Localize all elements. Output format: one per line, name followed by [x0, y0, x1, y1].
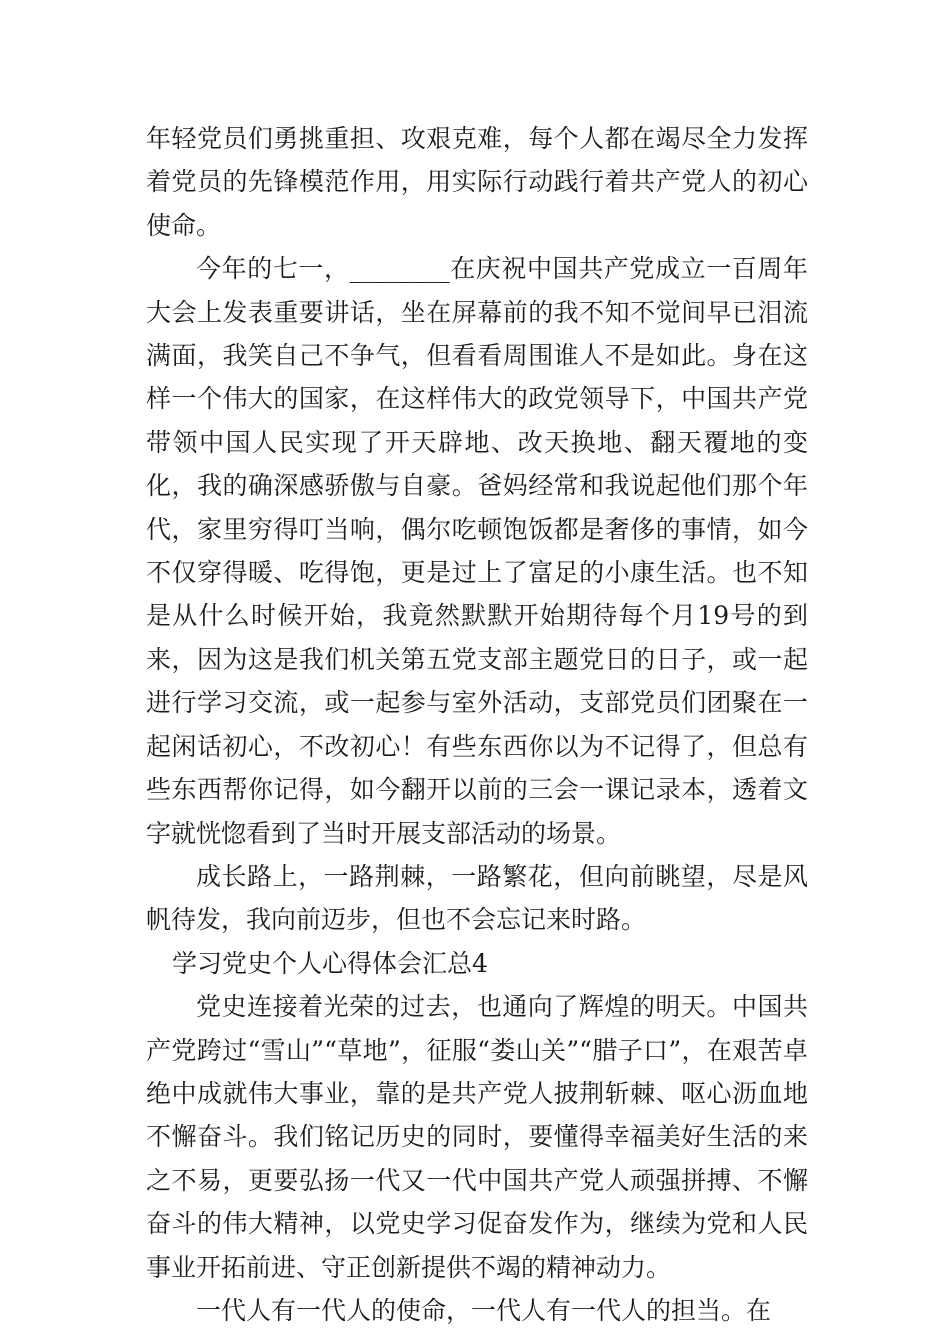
paragraph-4: 党史连接着光荣的过去，也通向了辉煌的明天。中国共产党跨过“雪山”“草地”，征服“娄山关”“腊子口”，在艰苦卓绝中成就伟大事业，靠的是共产党人披荆斩棘、呕心沥血地不懈奋斗。我们铭记历史的同时，要懂得幸福美好生活的来之不易，更要弘扬一代又一代中国共产党人顽强拼搏、不懈奋斗的伟大精神，以党史学习促奋发作为，继续为党和人民事业开拓前进、守正创新提供不竭的精神动力。	[146, 992, 808, 1282]
paragraph-2: 今年的七一，________在庆祝中国共产党成立一百周年大会上发表重要讲话，坐在屏幕前的我不知不觉间早已泪流满面，我笑自己不争气，但看看周围谁人不是如此。身在这样一个伟大的国家，在这样伟大的政党领导下，中国共产党带领中国人民实现了开天辟地、改天换地、翻天覆地的变化，我的确深感骄傲与自豪。爸妈经常和我说起他们那个年代，家里穷得叮当响，偶尔吃顿饱饭都是奢侈的事情，如今不仅穿得暖、吃得饱，更是过上了富足的小康生活。也不知是从什么时候开始，我竟然默默开始期待每个月19号的到来，因为这是我们机关第五党支部主题党日的日子，或一起进行学习交流，或一起参与室外活动，支部党员们团聚在一起闲话初心，不改初心！有些东西你以为不记得了，但总有些东西帮你记得，如今翻开以前的三会一课记录本，透着文字就恍惚看到了当时开展支部活动的场景。	[146, 254, 808, 848]
paragraph-5: 一代人有一代人的使命，一代人有一代人的担当。在	[196, 1295, 772, 1325]
section-heading: 学习党史个人心得体会汇总4	[172, 948, 488, 978]
document-body	[146, 117, 808, 1332]
paragraph-1: 年轻党员们勇挑重担、攻艰克难，每个人都在竭尽全力发挥着党员的先锋模范作用，用实际行动践行着共产党人的初心使命。	[146, 124, 808, 240]
paragraph-3: 成长路上，一路荆棘，一路繁花，但向前眺望，尽是风帆待发，我向前迈步，但也不会忘记来时路。	[146, 861, 808, 935]
